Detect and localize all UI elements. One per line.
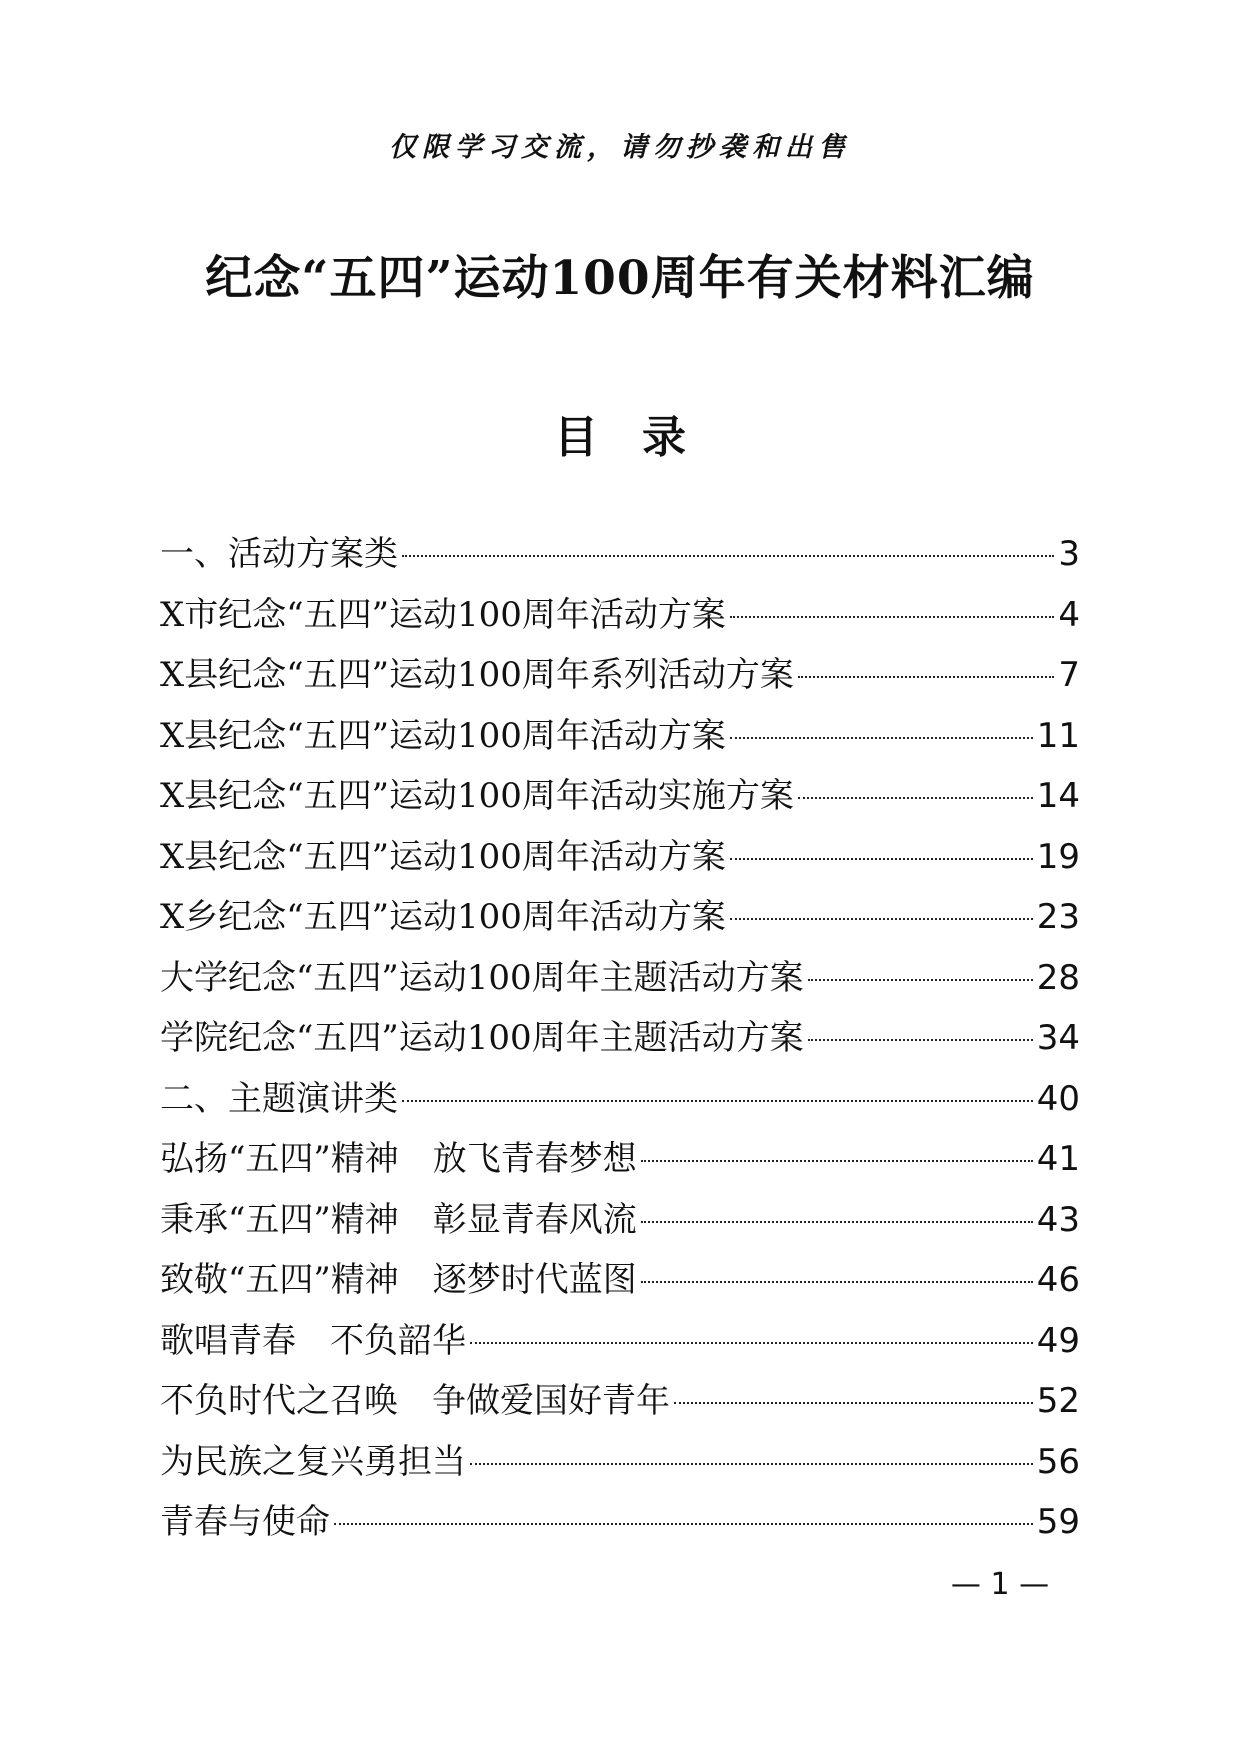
toc-entry-page: 41 xyxy=(1036,1139,1080,1179)
toc-entry-page: 19 xyxy=(1036,836,1080,877)
toc-heading-char: 目 xyxy=(554,412,598,463)
toc-entry[interactable] xyxy=(160,706,1080,767)
toc-entry-page: 43 xyxy=(1036,1199,1080,1240)
toc-entry-page: 56 xyxy=(1036,1441,1080,1482)
page-number: — 1 — xyxy=(950,1567,1050,1602)
dot-leader xyxy=(641,1160,1033,1162)
table-of-contents xyxy=(160,524,1080,1553)
toc-heading-char: 录 xyxy=(642,412,686,463)
toc-entry[interactable] xyxy=(160,1311,1080,1372)
toc-entry[interactable] xyxy=(160,1432,1080,1493)
dot-leader xyxy=(641,1281,1033,1283)
toc-entry[interactable] xyxy=(160,524,1080,585)
dot-leader xyxy=(674,1402,1033,1404)
dot-leader xyxy=(798,676,1054,678)
dot-leader xyxy=(730,737,1033,739)
dot-leader xyxy=(798,797,1033,799)
toc-entry-title: 秉承“五四”精神 彰显青春风流 xyxy=(160,1199,637,1240)
toc-entry-title: 学院纪念“五四”运动100周年主题活动方案 xyxy=(160,1018,804,1058)
toc-entry[interactable] xyxy=(160,1069,1080,1130)
toc-entry-title: 弘扬“五四”精神 放飞青春梦想 xyxy=(160,1139,637,1179)
toc-entry-title: X县纪念“五四”运动100周年活动实施方案 xyxy=(160,776,794,816)
toc-entry[interactable] xyxy=(160,645,1080,706)
toc-entry-page: 34 xyxy=(1036,1018,1080,1058)
dot-leader xyxy=(808,1039,1033,1041)
toc-entry-title: 致敬“五四”精神 逐梦时代蓝图 xyxy=(160,1260,637,1300)
toc-entry-title: 为民族之复兴勇担当 xyxy=(160,1441,466,1482)
toc-entry-page: 46 xyxy=(1036,1260,1080,1300)
toc-entry-page: 11 xyxy=(1036,715,1080,756)
toc-entry[interactable] xyxy=(160,1008,1080,1069)
dot-leader xyxy=(730,918,1033,920)
toc-entry[interactable] xyxy=(160,1129,1080,1190)
toc-entry-title: X市纪念“五四”运动100周年活动方案 xyxy=(160,594,726,635)
toc-entry[interactable] xyxy=(160,1371,1080,1432)
toc-entry-page: 40 xyxy=(1036,1078,1080,1119)
toc-entry-page: 3 xyxy=(1058,534,1080,574)
toc-entry-title: X乡纪念“五四”运动100周年活动方案 xyxy=(160,897,726,937)
toc-entry-page: 23 xyxy=(1036,897,1080,937)
dot-leader xyxy=(334,1523,1033,1525)
toc-entry-title: 歌唱青春 不负韶华 xyxy=(160,1320,466,1361)
toc-entry[interactable] xyxy=(160,1492,1080,1553)
toc-heading xyxy=(0,410,1240,466)
toc-entry[interactable] xyxy=(160,1250,1080,1311)
toc-entry[interactable] xyxy=(160,827,1080,888)
toc-entry-page: 7 xyxy=(1058,655,1080,695)
toc-entry-page: 59 xyxy=(1036,1502,1080,1542)
dot-leader xyxy=(470,1342,1033,1344)
toc-entry[interactable] xyxy=(160,585,1080,646)
dot-leader xyxy=(402,1100,1033,1102)
toc-entry-title: 不负时代之召唤 争做爱国好青年 xyxy=(160,1381,670,1421)
dot-leader xyxy=(808,979,1033,981)
dot-leader xyxy=(402,555,1054,557)
toc-entry-title: 青春与使命 xyxy=(160,1502,330,1542)
toc-entry-title: X县纪念“五四”运动100周年活动方案 xyxy=(160,836,726,877)
toc-entry-title: X县纪念“五四”运动100周年系列活动方案 xyxy=(160,655,794,695)
dot-leader xyxy=(730,616,1054,618)
toc-entry[interactable] xyxy=(160,887,1080,948)
document-title: 纪念“五四”运动100周年有关材料汇编 xyxy=(205,251,1035,307)
toc-entry[interactable] xyxy=(160,1190,1080,1251)
copyright-notice: 仅限学习交流，请勿抄袭和出售 xyxy=(389,132,851,163)
toc-entry-title: 二、主题演讲类 xyxy=(160,1078,398,1119)
toc-entry-title: X县纪念“五四”运动100周年活动方案 xyxy=(160,715,726,756)
dot-leader xyxy=(470,1463,1033,1465)
dot-leader xyxy=(730,858,1033,860)
toc-entry-page: 28 xyxy=(1036,957,1080,998)
toc-entry-page: 14 xyxy=(1036,776,1080,816)
toc-entry-title: 一、活动方案类 xyxy=(160,534,398,574)
toc-entry[interactable] xyxy=(160,766,1080,827)
toc-entry-page: 49 xyxy=(1036,1320,1080,1361)
toc-entry[interactable] xyxy=(160,948,1080,1009)
dot-leader xyxy=(641,1221,1033,1223)
toc-entry-page: 52 xyxy=(1036,1381,1080,1421)
toc-entry-page: 4 xyxy=(1058,594,1080,635)
toc-entry-title: 大学纪念“五四”运动100周年主题活动方案 xyxy=(160,957,804,998)
